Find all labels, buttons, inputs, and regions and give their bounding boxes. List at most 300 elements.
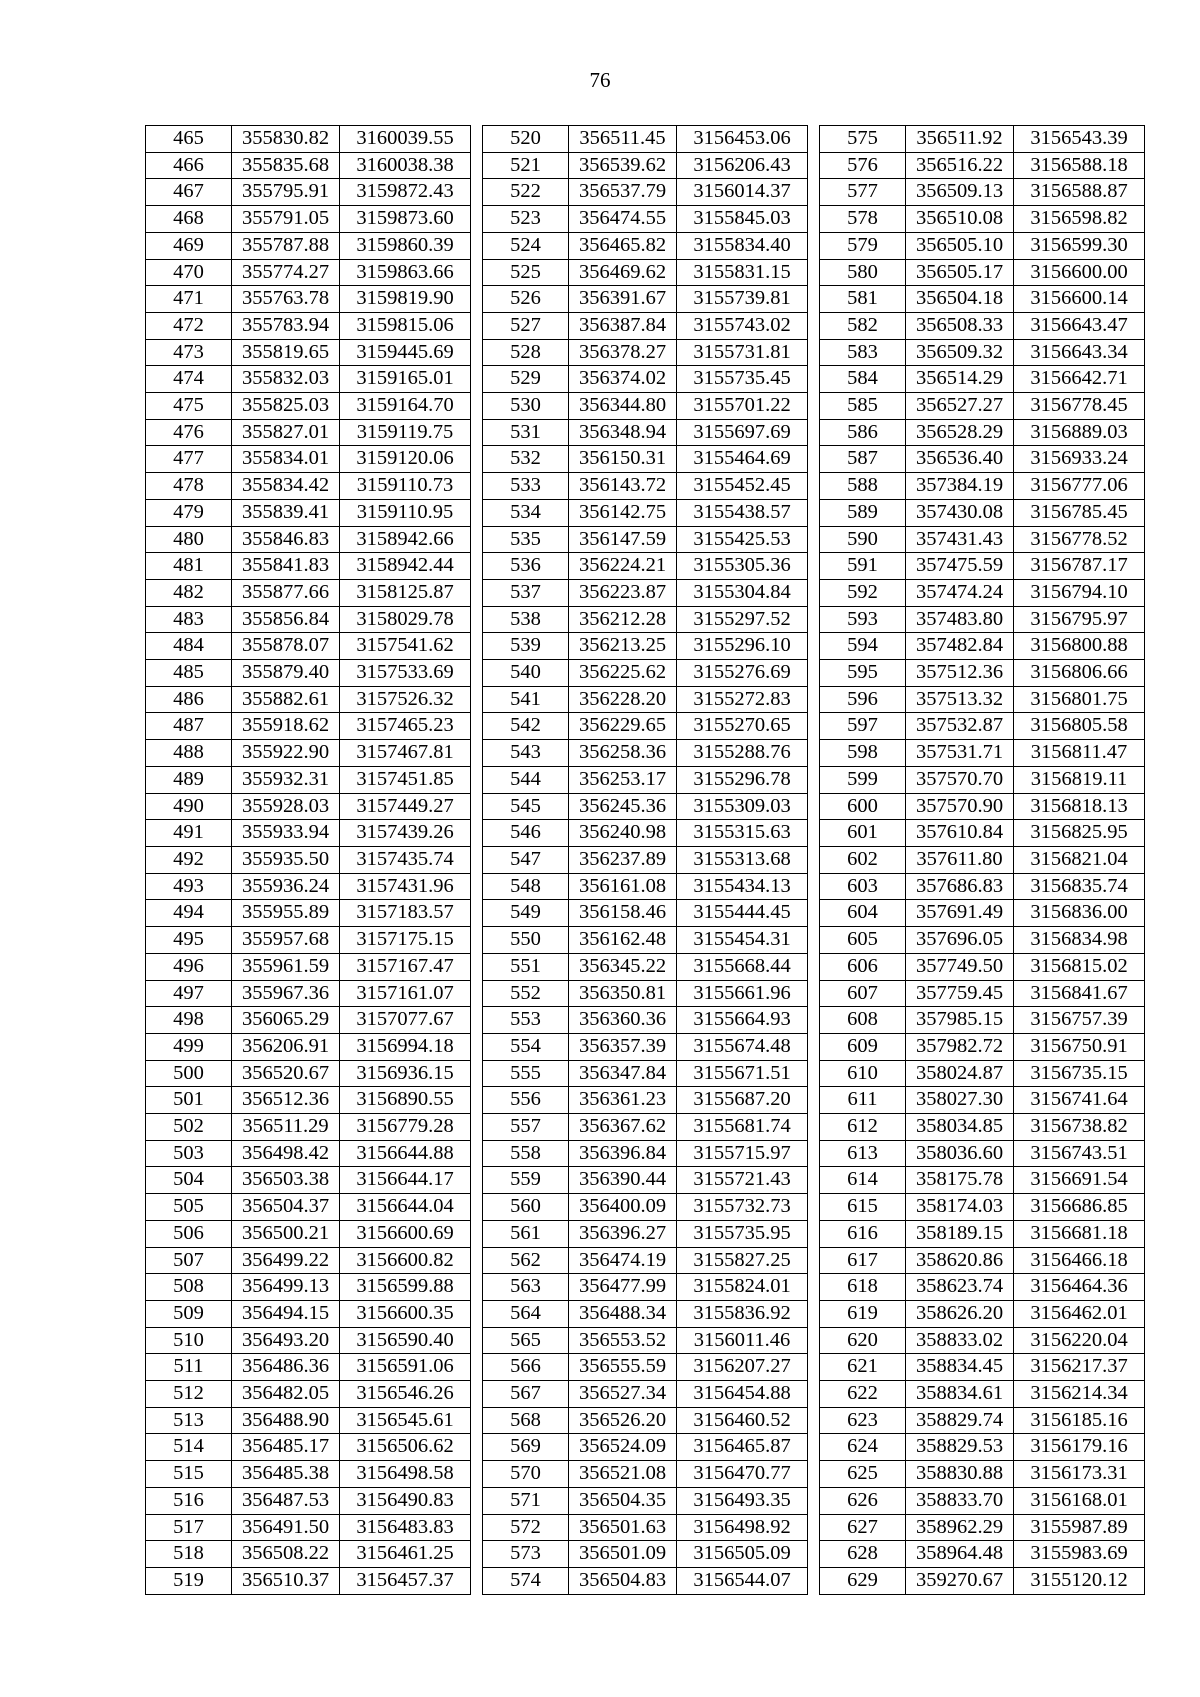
x-coordinate-cell: 356508.22 xyxy=(232,1541,340,1568)
table-row xyxy=(820,1381,1145,1408)
x-coordinate-cell: 356509.32 xyxy=(906,339,1014,366)
x-coordinate-cell: 357431.43 xyxy=(906,526,1014,553)
x-coordinate-cell: 356474.55 xyxy=(569,206,677,233)
x-coordinate-cell: 356206.91 xyxy=(232,1033,340,1060)
y-coordinate-cell: 3155425.53 xyxy=(677,526,808,553)
x-coordinate-cell: 356488.34 xyxy=(569,1300,677,1327)
x-coordinate-cell: 355819.65 xyxy=(232,339,340,366)
table-row xyxy=(483,286,808,313)
point-number-cell: 522 xyxy=(483,179,569,206)
point-number-cell: 629 xyxy=(820,1567,906,1594)
y-coordinate-cell: 3156889.03 xyxy=(1014,419,1145,446)
table-row xyxy=(146,499,471,526)
y-coordinate-cell: 3157161.07 xyxy=(340,980,471,1007)
y-coordinate-cell: 3156544.07 xyxy=(677,1567,808,1594)
x-coordinate-cell: 355961.59 xyxy=(232,953,340,980)
table-row xyxy=(820,1220,1145,1247)
table-row xyxy=(820,820,1145,847)
table-row xyxy=(820,980,1145,1007)
table-row xyxy=(146,312,471,339)
y-coordinate-cell: 3156453.06 xyxy=(677,126,808,153)
point-number-cell: 597 xyxy=(820,713,906,740)
y-coordinate-cell: 3155438.57 xyxy=(677,499,808,526)
table-row xyxy=(820,1354,1145,1381)
point-number-cell: 619 xyxy=(820,1300,906,1327)
y-coordinate-cell: 3156505.09 xyxy=(677,1541,808,1568)
y-coordinate-cell: 3155444.45 xyxy=(677,900,808,927)
table-row xyxy=(820,473,1145,500)
x-coordinate-cell: 356516.22 xyxy=(906,152,1014,179)
table-row xyxy=(820,1140,1145,1167)
x-coordinate-cell: 358175.78 xyxy=(906,1167,1014,1194)
point-number-cell: 549 xyxy=(483,900,569,927)
point-number-cell: 534 xyxy=(483,499,569,526)
x-coordinate-cell: 356065.29 xyxy=(232,1007,340,1034)
y-coordinate-cell: 3160039.55 xyxy=(340,126,471,153)
table-row xyxy=(146,633,471,660)
table-row xyxy=(483,1194,808,1221)
table-row xyxy=(820,740,1145,767)
x-coordinate-cell: 355933.94 xyxy=(232,820,340,847)
table-row xyxy=(483,259,808,286)
y-coordinate-cell: 3156220.04 xyxy=(1014,1327,1145,1354)
point-number-cell: 603 xyxy=(820,873,906,900)
x-coordinate-cell: 356499.13 xyxy=(232,1274,340,1301)
table-row xyxy=(820,1514,1145,1541)
point-number-cell: 599 xyxy=(820,766,906,793)
point-number-cell: 507 xyxy=(146,1247,232,1274)
point-number-cell: 587 xyxy=(820,446,906,473)
y-coordinate-cell: 3155687.20 xyxy=(677,1087,808,1114)
x-coordinate-cell: 356223.87 xyxy=(569,579,677,606)
y-coordinate-cell: 3155272.83 xyxy=(677,686,808,713)
y-coordinate-cell: 3156179.16 xyxy=(1014,1434,1145,1461)
x-coordinate-cell: 355967.36 xyxy=(232,980,340,1007)
x-coordinate-cell: 356536.40 xyxy=(906,446,1014,473)
x-coordinate-cell: 355878.07 xyxy=(232,633,340,660)
y-coordinate-cell: 3156890.55 xyxy=(340,1087,471,1114)
y-coordinate-cell: 3159815.06 xyxy=(340,312,471,339)
table-row xyxy=(820,419,1145,446)
y-coordinate-cell: 3156600.35 xyxy=(340,1300,471,1327)
point-number-cell: 523 xyxy=(483,206,569,233)
point-number-cell: 574 xyxy=(483,1567,569,1594)
y-coordinate-cell: 3156778.45 xyxy=(1014,393,1145,420)
point-number-cell: 499 xyxy=(146,1033,232,1060)
y-coordinate-cell: 3155834.40 xyxy=(677,232,808,259)
y-coordinate-cell: 3156825.95 xyxy=(1014,820,1145,847)
table-row xyxy=(483,820,808,847)
point-number-cell: 621 xyxy=(820,1354,906,1381)
y-coordinate-cell: 3156506.62 xyxy=(340,1434,471,1461)
table-row xyxy=(820,927,1145,954)
x-coordinate-cell: 355825.03 xyxy=(232,393,340,420)
table-row xyxy=(483,152,808,179)
y-coordinate-cell: 3156600.82 xyxy=(340,1247,471,1274)
x-coordinate-cell: 356511.29 xyxy=(232,1114,340,1141)
y-coordinate-cell: 3156800.88 xyxy=(1014,633,1145,660)
y-coordinate-cell: 3156545.61 xyxy=(340,1407,471,1434)
y-coordinate-cell: 3159872.43 xyxy=(340,179,471,206)
point-number-cell: 500 xyxy=(146,1060,232,1087)
point-number-cell: 521 xyxy=(483,152,569,179)
x-coordinate-cell: 357430.08 xyxy=(906,499,1014,526)
y-coordinate-cell: 3155735.45 xyxy=(677,366,808,393)
table-row xyxy=(146,1567,471,1594)
table-row xyxy=(820,1087,1145,1114)
x-coordinate-cell: 355879.40 xyxy=(232,660,340,687)
point-number-cell: 518 xyxy=(146,1541,232,1568)
y-coordinate-cell: 3158029.78 xyxy=(340,606,471,633)
table-row xyxy=(820,1060,1145,1087)
y-coordinate-cell: 3155296.10 xyxy=(677,633,808,660)
y-coordinate-cell: 3156466.18 xyxy=(1014,1247,1145,1274)
x-coordinate-cell: 355918.62 xyxy=(232,713,340,740)
x-coordinate-cell: 356488.90 xyxy=(232,1407,340,1434)
y-coordinate-cell: 3156173.31 xyxy=(1014,1461,1145,1488)
x-coordinate-cell: 356387.84 xyxy=(569,312,677,339)
table-row xyxy=(146,259,471,286)
x-coordinate-cell: 356150.31 xyxy=(569,446,677,473)
x-coordinate-cell: 355877.66 xyxy=(232,579,340,606)
table-row xyxy=(483,1140,808,1167)
table-row xyxy=(146,660,471,687)
x-coordinate-cell: 358027.30 xyxy=(906,1087,1014,1114)
point-number-cell: 611 xyxy=(820,1087,906,1114)
table-row xyxy=(820,900,1145,927)
x-coordinate-cell: 356521.08 xyxy=(569,1461,677,1488)
x-coordinate-cell: 356162.48 xyxy=(569,927,677,954)
point-number-cell: 535 xyxy=(483,526,569,553)
point-number-cell: 479 xyxy=(146,499,232,526)
y-coordinate-cell: 3158942.66 xyxy=(340,526,471,553)
x-coordinate-cell: 356400.09 xyxy=(569,1194,677,1221)
x-coordinate-cell: 357531.71 xyxy=(906,740,1014,767)
x-coordinate-cell: 357611.80 xyxy=(906,846,1014,873)
x-coordinate-cell: 355834.01 xyxy=(232,446,340,473)
table-row xyxy=(146,1487,471,1514)
point-number-cell: 593 xyxy=(820,606,906,633)
table-row xyxy=(483,1274,808,1301)
point-number-cell: 553 xyxy=(483,1007,569,1034)
y-coordinate-cell: 3159120.06 xyxy=(340,446,471,473)
x-coordinate-cell: 356245.36 xyxy=(569,793,677,820)
point-number-cell: 586 xyxy=(820,419,906,446)
point-number-cell: 529 xyxy=(483,366,569,393)
y-coordinate-cell: 3155304.84 xyxy=(677,579,808,606)
point-number-cell: 552 xyxy=(483,980,569,1007)
table-row xyxy=(483,793,808,820)
y-coordinate-cell: 3155824.01 xyxy=(677,1274,808,1301)
point-number-cell: 504 xyxy=(146,1167,232,1194)
x-coordinate-cell: 356493.20 xyxy=(232,1327,340,1354)
table-row xyxy=(820,206,1145,233)
y-coordinate-cell: 3156014.37 xyxy=(677,179,808,206)
y-coordinate-cell: 3158125.87 xyxy=(340,579,471,606)
point-number-cell: 580 xyxy=(820,259,906,286)
y-coordinate-cell: 3159119.75 xyxy=(340,419,471,446)
point-number-cell: 542 xyxy=(483,713,569,740)
x-coordinate-cell: 357475.59 xyxy=(906,553,1014,580)
point-number-cell: 520 xyxy=(483,126,569,153)
x-coordinate-cell: 357610.84 xyxy=(906,820,1014,847)
table-row xyxy=(146,713,471,740)
y-coordinate-cell: 3159110.95 xyxy=(340,499,471,526)
y-coordinate-cell: 3157167.47 xyxy=(340,953,471,980)
x-coordinate-cell: 356237.89 xyxy=(569,846,677,873)
x-coordinate-cell: 356504.18 xyxy=(906,286,1014,313)
point-number-cell: 540 xyxy=(483,660,569,687)
table-row xyxy=(483,740,808,767)
y-coordinate-cell: 3155313.68 xyxy=(677,846,808,873)
y-coordinate-cell: 3156185.16 xyxy=(1014,1407,1145,1434)
y-coordinate-cell: 3156933.24 xyxy=(1014,446,1145,473)
point-number-cell: 601 xyxy=(820,820,906,847)
table-row xyxy=(146,1434,471,1461)
point-number-cell: 583 xyxy=(820,339,906,366)
table-row xyxy=(146,766,471,793)
point-number-cell: 482 xyxy=(146,579,232,606)
x-coordinate-cell: 357570.70 xyxy=(906,766,1014,793)
point-number-cell: 486 xyxy=(146,686,232,713)
table-row xyxy=(820,1247,1145,1274)
table-row xyxy=(146,579,471,606)
point-number-cell: 473 xyxy=(146,339,232,366)
x-coordinate-cell: 357474.24 xyxy=(906,579,1014,606)
point-number-cell: 566 xyxy=(483,1354,569,1381)
y-coordinate-cell: 3156778.52 xyxy=(1014,526,1145,553)
point-number-cell: 488 xyxy=(146,740,232,767)
y-coordinate-cell: 3155735.95 xyxy=(677,1220,808,1247)
y-coordinate-cell: 3157467.81 xyxy=(340,740,471,767)
y-coordinate-cell: 3155715.97 xyxy=(677,1140,808,1167)
table-row xyxy=(820,446,1145,473)
y-coordinate-cell: 3156805.58 xyxy=(1014,713,1145,740)
point-number-cell: 628 xyxy=(820,1541,906,1568)
point-number-cell: 561 xyxy=(483,1220,569,1247)
y-coordinate-cell: 3156207.27 xyxy=(677,1354,808,1381)
table-row xyxy=(820,553,1145,580)
point-number-cell: 595 xyxy=(820,660,906,687)
x-coordinate-cell: 356510.37 xyxy=(232,1567,340,1594)
table-row xyxy=(483,126,808,153)
point-number-cell: 618 xyxy=(820,1274,906,1301)
point-number-cell: 533 xyxy=(483,473,569,500)
y-coordinate-cell: 3156787.17 xyxy=(1014,553,1145,580)
y-coordinate-cell: 3157077.67 xyxy=(340,1007,471,1034)
y-coordinate-cell: 3156644.04 xyxy=(340,1194,471,1221)
x-coordinate-cell: 356240.98 xyxy=(569,820,677,847)
point-number-cell: 557 xyxy=(483,1114,569,1141)
y-coordinate-cell: 3156599.30 xyxy=(1014,232,1145,259)
point-number-cell: 519 xyxy=(146,1567,232,1594)
table-row xyxy=(146,1381,471,1408)
y-coordinate-cell: 3155297.52 xyxy=(677,606,808,633)
y-coordinate-cell: 3157175.15 xyxy=(340,927,471,954)
point-number-cell: 576 xyxy=(820,152,906,179)
x-coordinate-cell: 355827.01 xyxy=(232,419,340,446)
point-number-cell: 578 xyxy=(820,206,906,233)
y-coordinate-cell: 3155270.65 xyxy=(677,713,808,740)
point-number-cell: 608 xyxy=(820,1007,906,1034)
y-coordinate-cell: 3157533.69 xyxy=(340,660,471,687)
y-coordinate-cell: 3156819.11 xyxy=(1014,766,1145,793)
point-number-cell: 602 xyxy=(820,846,906,873)
y-coordinate-cell: 3156836.00 xyxy=(1014,900,1145,927)
table-row xyxy=(483,1461,808,1488)
x-coordinate-cell: 356253.17 xyxy=(569,766,677,793)
x-coordinate-cell: 356158.46 xyxy=(569,900,677,927)
table-row xyxy=(820,1327,1145,1354)
x-coordinate-cell: 357686.83 xyxy=(906,873,1014,900)
point-number-cell: 505 xyxy=(146,1194,232,1221)
table-row xyxy=(820,713,1145,740)
y-coordinate-cell: 3155315.63 xyxy=(677,820,808,847)
table-row xyxy=(146,980,471,1007)
table-row xyxy=(146,1407,471,1434)
x-coordinate-cell: 356212.28 xyxy=(569,606,677,633)
y-coordinate-cell: 3156795.97 xyxy=(1014,606,1145,633)
x-coordinate-cell: 358620.86 xyxy=(906,1247,1014,1274)
y-coordinate-cell: 3156490.83 xyxy=(340,1487,471,1514)
table-row xyxy=(146,1033,471,1060)
point-number-cell: 498 xyxy=(146,1007,232,1034)
y-coordinate-cell: 3155681.74 xyxy=(677,1114,808,1141)
x-coordinate-cell: 357570.90 xyxy=(906,793,1014,820)
y-coordinate-cell: 3155464.69 xyxy=(677,446,808,473)
table-row xyxy=(146,820,471,847)
y-coordinate-cell: 3156588.18 xyxy=(1014,152,1145,179)
x-coordinate-cell: 356225.62 xyxy=(569,660,677,687)
y-coordinate-cell: 3157183.57 xyxy=(340,900,471,927)
point-number-cell: 550 xyxy=(483,927,569,954)
x-coordinate-cell: 356527.27 xyxy=(906,393,1014,420)
x-coordinate-cell: 356524.09 xyxy=(569,1434,677,1461)
table-row xyxy=(483,579,808,606)
table-row xyxy=(820,339,1145,366)
y-coordinate-cell: 3159445.69 xyxy=(340,339,471,366)
table-row xyxy=(820,1541,1145,1568)
y-coordinate-cell: 3159164.70 xyxy=(340,393,471,420)
point-number-cell: 567 xyxy=(483,1381,569,1408)
table-row xyxy=(146,1167,471,1194)
y-coordinate-cell: 3156818.13 xyxy=(1014,793,1145,820)
table-row xyxy=(146,1354,471,1381)
table-row xyxy=(146,526,471,553)
table-row xyxy=(146,553,471,580)
x-coordinate-cell: 355957.68 xyxy=(232,927,340,954)
table-row xyxy=(483,526,808,553)
x-coordinate-cell: 356348.94 xyxy=(569,419,677,446)
point-number-cell: 531 xyxy=(483,419,569,446)
table-row xyxy=(483,499,808,526)
coordinate-table-3 xyxy=(819,125,1145,1595)
table-row xyxy=(483,366,808,393)
y-coordinate-cell: 3156588.87 xyxy=(1014,179,1145,206)
table-row xyxy=(820,1167,1145,1194)
point-number-cell: 620 xyxy=(820,1327,906,1354)
x-coordinate-cell: 356482.05 xyxy=(232,1381,340,1408)
table-row xyxy=(146,873,471,900)
y-coordinate-cell: 3156741.64 xyxy=(1014,1087,1145,1114)
x-coordinate-cell: 356396.84 xyxy=(569,1140,677,1167)
y-coordinate-cell: 3156168.01 xyxy=(1014,1487,1145,1514)
table-row xyxy=(483,606,808,633)
point-number-cell: 492 xyxy=(146,846,232,873)
point-number-cell: 480 xyxy=(146,526,232,553)
point-number-cell: 484 xyxy=(146,633,232,660)
table-row xyxy=(146,1194,471,1221)
x-coordinate-cell: 355787.88 xyxy=(232,232,340,259)
y-coordinate-cell: 3156777.06 xyxy=(1014,473,1145,500)
point-number-cell: 609 xyxy=(820,1033,906,1060)
point-number-cell: 494 xyxy=(146,900,232,927)
point-number-cell: 613 xyxy=(820,1140,906,1167)
x-coordinate-cell: 356539.62 xyxy=(569,152,677,179)
point-number-cell: 582 xyxy=(820,312,906,339)
point-number-cell: 476 xyxy=(146,419,232,446)
x-coordinate-cell: 356501.09 xyxy=(569,1541,677,1568)
table-row xyxy=(483,473,808,500)
x-coordinate-cell: 356498.42 xyxy=(232,1140,340,1167)
table-row xyxy=(483,179,808,206)
point-number-cell: 530 xyxy=(483,393,569,420)
table-row xyxy=(146,286,471,313)
x-coordinate-cell: 356528.29 xyxy=(906,419,1014,446)
table-row xyxy=(820,393,1145,420)
table-row xyxy=(146,1247,471,1274)
table-row xyxy=(820,526,1145,553)
x-coordinate-cell: 356494.15 xyxy=(232,1300,340,1327)
y-coordinate-cell: 3157526.32 xyxy=(340,686,471,713)
x-coordinate-cell: 355832.03 xyxy=(232,366,340,393)
table-row xyxy=(483,232,808,259)
table-row xyxy=(146,446,471,473)
point-number-cell: 465 xyxy=(146,126,232,153)
y-coordinate-cell: 3156806.66 xyxy=(1014,660,1145,687)
coordinate-table-1 xyxy=(145,125,471,1595)
table-row xyxy=(820,873,1145,900)
table-row xyxy=(820,686,1145,713)
x-coordinate-cell: 355830.82 xyxy=(232,126,340,153)
x-coordinate-cell: 355841.83 xyxy=(232,553,340,580)
y-coordinate-cell: 3159860.39 xyxy=(340,232,471,259)
point-number-cell: 584 xyxy=(820,366,906,393)
y-coordinate-cell: 3156600.00 xyxy=(1014,259,1145,286)
table-row xyxy=(483,1060,808,1087)
table-row xyxy=(146,366,471,393)
y-coordinate-cell: 3156498.92 xyxy=(677,1514,808,1541)
y-coordinate-cell: 3156644.88 xyxy=(340,1140,471,1167)
point-number-cell: 570 xyxy=(483,1461,569,1488)
point-number-cell: 478 xyxy=(146,473,232,500)
table-row xyxy=(820,1114,1145,1141)
table-row xyxy=(820,1434,1145,1461)
point-number-cell: 526 xyxy=(483,286,569,313)
point-number-cell: 563 xyxy=(483,1274,569,1301)
x-coordinate-cell: 356520.67 xyxy=(232,1060,340,1087)
table-row xyxy=(483,1033,808,1060)
point-number-cell: 565 xyxy=(483,1327,569,1354)
table-row xyxy=(146,1541,471,1568)
y-coordinate-cell: 3156834.98 xyxy=(1014,927,1145,954)
table-row xyxy=(483,1220,808,1247)
point-number-cell: 617 xyxy=(820,1247,906,1274)
y-coordinate-cell: 3156598.82 xyxy=(1014,206,1145,233)
y-coordinate-cell: 3156590.40 xyxy=(340,1327,471,1354)
point-number-cell: 589 xyxy=(820,499,906,526)
x-coordinate-cell: 356345.22 xyxy=(569,953,677,980)
